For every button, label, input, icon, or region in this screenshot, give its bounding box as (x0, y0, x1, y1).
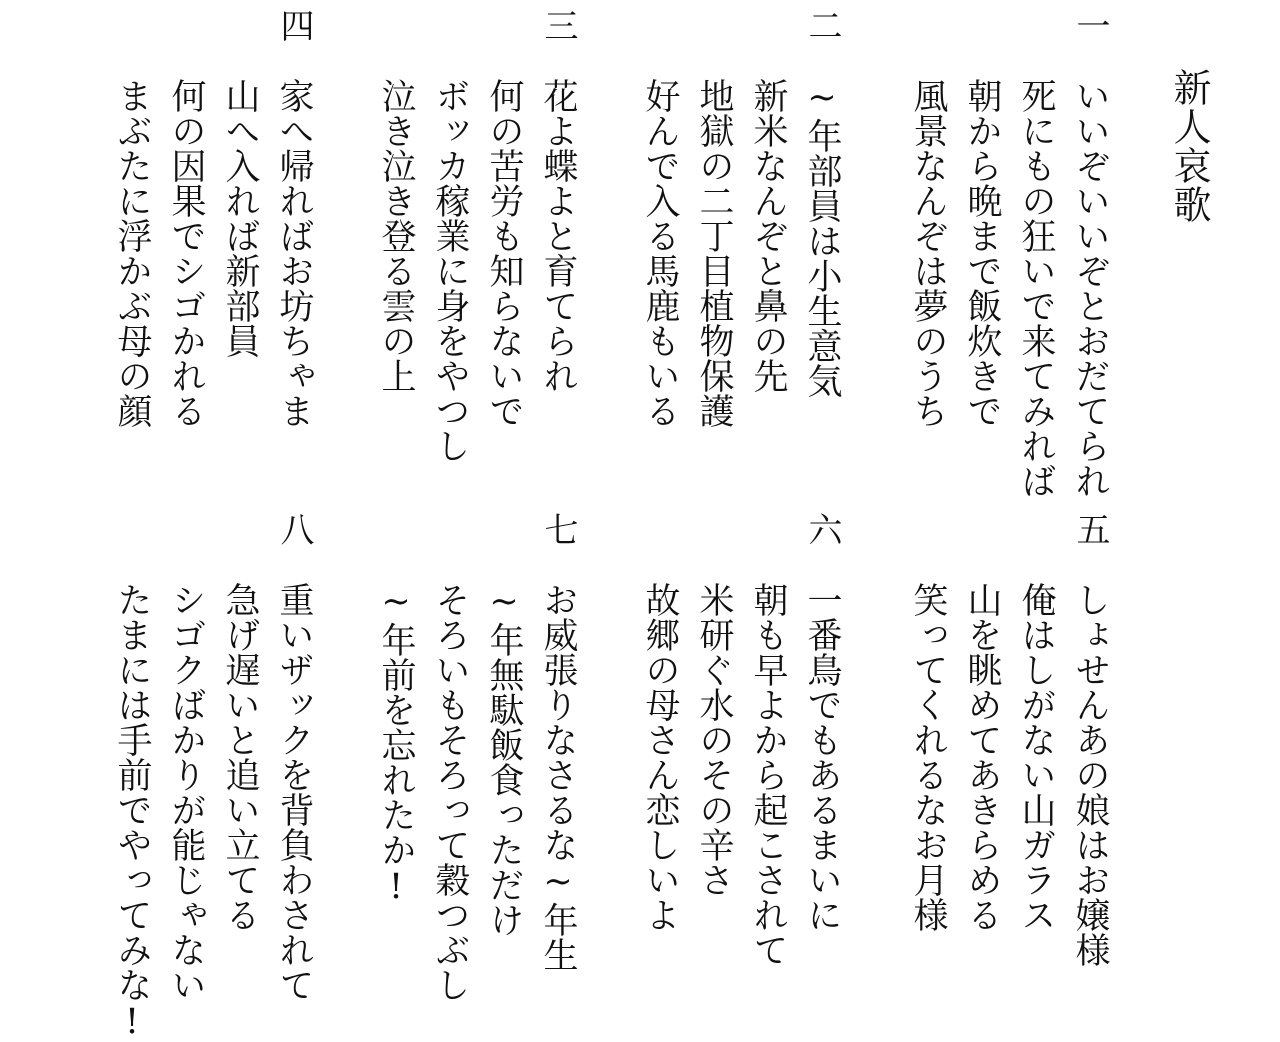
verse-line: 家へ帰ればお坊ちゃま (274, 78, 314, 428)
verse-line: 朝から晩まで飯炊きで (962, 78, 1002, 428)
stanza-6 (592, 512, 842, 982)
verse-line: いいぞいいぞとおだてられ (1070, 78, 1110, 498)
verse-line: まぶたに浮かぶ母の顔 (112, 78, 152, 428)
verse-line: シゴクばかりが能じゃない (166, 582, 206, 1002)
verse-line: 故郷の母さん恋しいよ (640, 582, 680, 932)
verse-line: ~年無駄飯食っただけ (484, 582, 524, 937)
verse-line: そろいもそろって穀つぶし (430, 582, 470, 1002)
verse-line: 一番鳥でもあるまいに (802, 582, 842, 932)
verse-line: 地獄の二丁目植物保護 (694, 78, 734, 428)
verse-line: 山を眺めてあきらめる (962, 582, 1002, 932)
stanza-numeral: 五 (1070, 512, 1110, 546)
verse-line: 花よ蝶よと育てられ (538, 78, 578, 393)
verse-line: 何の苦労も知らないで (484, 78, 524, 428)
stanza-numeral: 二 (802, 8, 842, 42)
stanza-numeral: 八 (274, 512, 314, 546)
verse-line: 急げ遅いと追い立てる (220, 582, 260, 932)
verse-line: たまには手前でやってみな! (112, 582, 152, 1042)
verse-line: 重いザックを背負わされて (274, 582, 314, 1002)
verse-line: お威張りなさるな~年生 (538, 582, 578, 972)
verse-line: 風景なんぞは夢のうち (908, 78, 948, 428)
stanza-numeral: 七 (538, 512, 578, 546)
stanza-numeral: 三 (538, 8, 578, 42)
verse-line: 何の因果でシゴかれる (166, 78, 206, 428)
stanza-numeral: 六 (802, 512, 842, 546)
verse-line: ~年前を忘れたか! (376, 582, 416, 907)
verse-line: 好んで入る馬鹿もいる (640, 78, 680, 428)
stanza-2 (592, 8, 842, 478)
stanza-numeral: 四 (274, 8, 314, 42)
stanza-1 (860, 8, 1110, 498)
stanza-4 (64, 8, 314, 478)
verse-line: 笑ってくれるなお月様 (908, 582, 948, 932)
poem-title: 新人哀歌 (1167, 68, 1211, 224)
stanza-numeral: 一 (1070, 8, 1110, 42)
stanza-5 (860, 512, 1110, 982)
verse-line: 死にもの狂いで来てみれば (1016, 78, 1056, 498)
verse-line: 泣き泣き登る雲の上 (376, 78, 416, 393)
verse-line: 山へ入れば新部員 (220, 78, 260, 358)
verse-line: 朝も早よから起こされて (748, 582, 788, 967)
verse-line: ボッカ稼業に身をやつし (430, 78, 470, 463)
stanza-3 (328, 8, 578, 478)
stanza-7 (328, 512, 578, 1002)
verse-line: ~年部員は小生意気 (802, 78, 842, 398)
verse-line: しょせんあの娘はお嬢様 (1070, 582, 1110, 967)
verse-line: 俺はしがない山ガラス (1016, 582, 1056, 932)
verse-line: 新米なんぞと鼻の先 (748, 78, 788, 393)
stanza-8 (64, 512, 314, 1042)
verse-line: 米研ぐ水のその辛さ (694, 582, 734, 897)
